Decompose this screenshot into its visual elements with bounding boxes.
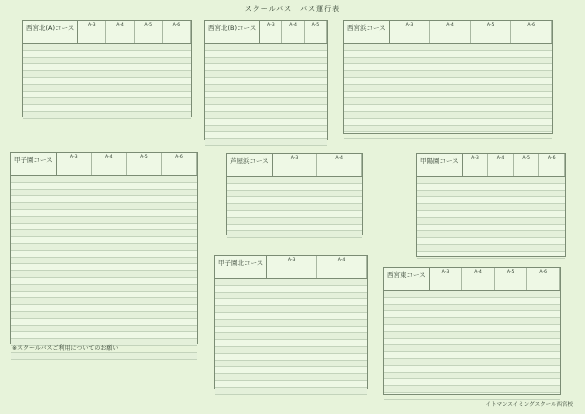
course-name: 西宮浜コース [344,21,390,43]
course-table: 甲陽園コース A-3 A-4 A-5 A-6 [416,153,566,257]
course-name: 甲陽園コース [417,154,463,176]
usage-notice-title: ※スクールバスご利用についてのお願い [12,345,119,352]
course-table: 芦屋浜コース A-3 A-4 [226,153,363,235]
course-table: 甲子園北コース A-3 A-4 [214,255,368,389]
usage-notice [12,346,192,353]
school-name: イトマンスイミングスクール西宮校 [485,402,573,408]
page-title: スクールバス バス運行表 [244,5,341,13]
course-table: 西宮東コース A-3 A-4 A-5 A-6 [383,267,561,395]
course-table: 西宮浜コース A-3 A-4 A-5 A-6 [343,20,553,134]
course-table: 甲子園コース A-3 A-4 A-5 A-6 [10,152,198,344]
course-name: 西宮東コース [384,268,430,290]
course-name: 甲子園北コース [215,256,267,278]
course-table: 西宮北(B)コース A-3 A-4 A-5 [204,20,328,140]
course-table: 西宮北(A)コース A-3 A-4 A-5 A-6 [22,20,192,117]
course-name: 西宮北(A)コース [23,21,78,43]
course-name: 西宮北(B)コース [205,21,260,43]
course-name: 甲子園コース [11,153,57,175]
course-name: 芦屋浜コース [227,154,273,176]
